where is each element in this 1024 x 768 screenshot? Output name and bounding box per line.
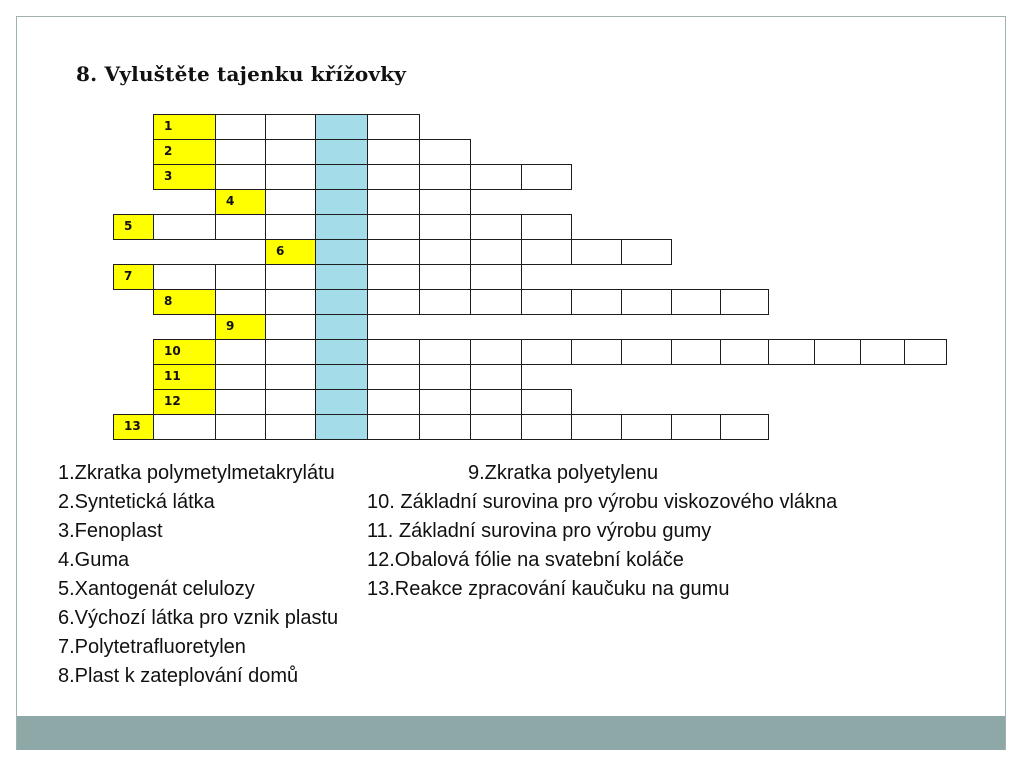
secret-letter-cell[interactable] [315, 264, 368, 290]
answer-cell[interactable] [419, 189, 471, 215]
answer-cell[interactable] [419, 389, 471, 415]
answer-cell[interactable] [367, 189, 420, 215]
answer-cell[interactable] [265, 189, 316, 215]
answer-cell[interactable] [419, 339, 471, 365]
answer-cell[interactable] [265, 414, 316, 440]
answer-cell[interactable] [768, 339, 815, 365]
answer-cell[interactable] [571, 239, 622, 265]
answer-cell[interactable] [470, 164, 522, 190]
secret-letter-cell[interactable] [315, 214, 368, 240]
answer-cell[interactable] [265, 214, 316, 240]
answer-cell[interactable] [215, 114, 266, 140]
answer-cell[interactable] [265, 289, 316, 315]
answer-cell[interactable] [521, 164, 572, 190]
answer-cell[interactable] [215, 164, 266, 190]
answer-cell[interactable] [571, 339, 622, 365]
clue-number-cell: 6 [265, 239, 316, 265]
answer-cell[interactable] [671, 289, 721, 315]
clue-number-cell: 3 [153, 164, 216, 190]
answer-cell[interactable] [367, 139, 420, 165]
answer-cell[interactable] [720, 289, 769, 315]
answer-cell[interactable] [521, 239, 572, 265]
answer-cell[interactable] [521, 289, 572, 315]
clue-11: 11. Základní surovina pro výrobu gumy [367, 520, 712, 542]
answer-cell[interactable] [419, 264, 471, 290]
answer-cell[interactable] [671, 414, 721, 440]
clue-number-cell: 1 [153, 114, 216, 140]
answer-cell[interactable] [671, 339, 721, 365]
answer-cell[interactable] [814, 339, 861, 365]
answer-cell[interactable] [521, 389, 572, 415]
answer-cell[interactable] [470, 239, 522, 265]
clue-4: 4.Guma [58, 549, 130, 571]
answer-cell[interactable] [419, 139, 471, 165]
answer-cell[interactable] [470, 214, 522, 240]
answer-cell[interactable] [367, 339, 420, 365]
clue-number-cell: 8 [153, 289, 216, 315]
page-title: 8. Vyluštěte tajenku křížovky [76, 62, 407, 86]
answer-cell[interactable] [153, 414, 216, 440]
answer-cell[interactable] [215, 289, 266, 315]
clue-12: 12.Obalová fólie na svatební koláče [367, 549, 684, 571]
clue-number-cell: 9 [215, 314, 266, 340]
clue-9: 9.Zkratka polyetylenu [468, 462, 659, 484]
answer-cell[interactable] [265, 364, 316, 390]
answer-cell[interactable] [521, 414, 572, 440]
answer-cell[interactable] [265, 339, 316, 365]
clue-8: 8.Plast k zateplování domů [58, 665, 299, 687]
answer-cell[interactable] [419, 214, 471, 240]
answer-cell[interactable] [215, 214, 266, 240]
answer-cell[interactable] [367, 164, 420, 190]
clue-5: 5.Xantogenát celulozy [58, 578, 255, 600]
secret-letter-cell[interactable] [315, 114, 368, 140]
clue-number-cell: 12 [153, 389, 216, 415]
secret-letter-cell[interactable] [315, 139, 368, 165]
answer-cell[interactable] [419, 289, 471, 315]
answer-cell[interactable] [521, 214, 572, 240]
clue-number-cell: 2 [153, 139, 216, 165]
secret-letter-cell[interactable] [315, 389, 368, 415]
answer-cell[interactable] [367, 414, 420, 440]
answer-cell[interactable] [367, 264, 420, 290]
answer-cell[interactable] [720, 339, 769, 365]
answer-cell[interactable] [470, 339, 522, 365]
clue-13: 13.Reakce zpracování kaučuku na gumu [367, 578, 730, 600]
answer-cell[interactable] [367, 214, 420, 240]
answer-cell[interactable] [367, 364, 420, 390]
answer-cell[interactable] [470, 289, 522, 315]
secret-letter-cell[interactable] [315, 189, 368, 215]
answer-cell[interactable] [153, 214, 216, 240]
answer-cell[interactable] [571, 289, 622, 315]
answer-cell[interactable] [571, 414, 622, 440]
clue-number-cell: 4 [215, 189, 266, 215]
answer-cell[interactable] [470, 414, 522, 440]
clue-number-cell: 10 [153, 339, 216, 365]
answer-cell[interactable] [215, 264, 266, 290]
answer-cell[interactable] [367, 114, 420, 140]
answer-cell[interactable] [621, 339, 672, 365]
answer-cell[interactable] [419, 239, 471, 265]
answer-cell[interactable] [153, 264, 216, 290]
clue-number-cell: 7 [113, 264, 154, 290]
answer-cell[interactable] [904, 339, 947, 365]
clue-7: 7.Polytetrafluoretylen [58, 636, 246, 658]
answer-cell[interactable] [621, 414, 672, 440]
answer-cell[interactable] [215, 389, 266, 415]
answer-cell[interactable] [470, 264, 522, 290]
secret-letter-cell[interactable] [315, 164, 368, 190]
answer-cell[interactable] [621, 239, 672, 265]
clue-2: 2.Syntetická látka [58, 491, 215, 513]
answer-cell[interactable] [265, 389, 316, 415]
answer-cell[interactable] [419, 364, 471, 390]
answer-cell[interactable] [367, 389, 420, 415]
answer-cell[interactable] [265, 264, 316, 290]
answer-cell[interactable] [265, 114, 316, 140]
secret-letter-cell[interactable] [315, 414, 368, 440]
answer-cell[interactable] [470, 364, 522, 390]
secret-letter-cell[interactable] [315, 239, 368, 265]
clue-3: 3.Fenoplast [58, 520, 163, 542]
answer-cell[interactable] [265, 314, 316, 340]
answer-cell[interactable] [621, 289, 672, 315]
answer-cell[interactable] [215, 339, 266, 365]
clue-number-cell: 5 [113, 214, 154, 240]
answer-cell[interactable] [215, 139, 266, 165]
answer-cell[interactable] [367, 289, 420, 315]
secret-letter-cell[interactable] [315, 289, 368, 315]
clue-1: 1.Zkratka polymetylmetakrylátu [58, 462, 335, 484]
answer-cell[interactable] [419, 164, 471, 190]
answer-cell[interactable] [521, 339, 572, 365]
answer-cell[interactable] [215, 364, 266, 390]
secret-letter-cell[interactable] [315, 364, 368, 390]
secret-letter-cell[interactable] [315, 339, 368, 365]
answer-cell[interactable] [419, 414, 471, 440]
answer-cell[interactable] [860, 339, 905, 365]
answer-cell[interactable] [367, 239, 420, 265]
secret-letter-cell[interactable] [315, 314, 368, 340]
answer-cell[interactable] [470, 389, 522, 415]
answer-cell[interactable] [215, 414, 266, 440]
answer-cell[interactable] [720, 414, 769, 440]
clue-6: 6.Výchozí látka pro vznik plastu [58, 607, 339, 629]
clue-number-cell: 13 [113, 414, 154, 440]
answer-cell[interactable] [265, 164, 316, 190]
clue-number-cell: 11 [153, 364, 216, 390]
answer-cell[interactable] [265, 139, 316, 165]
clue-10: 10. Základní surovina pro výrobu viskozového vlákna [367, 491, 838, 513]
